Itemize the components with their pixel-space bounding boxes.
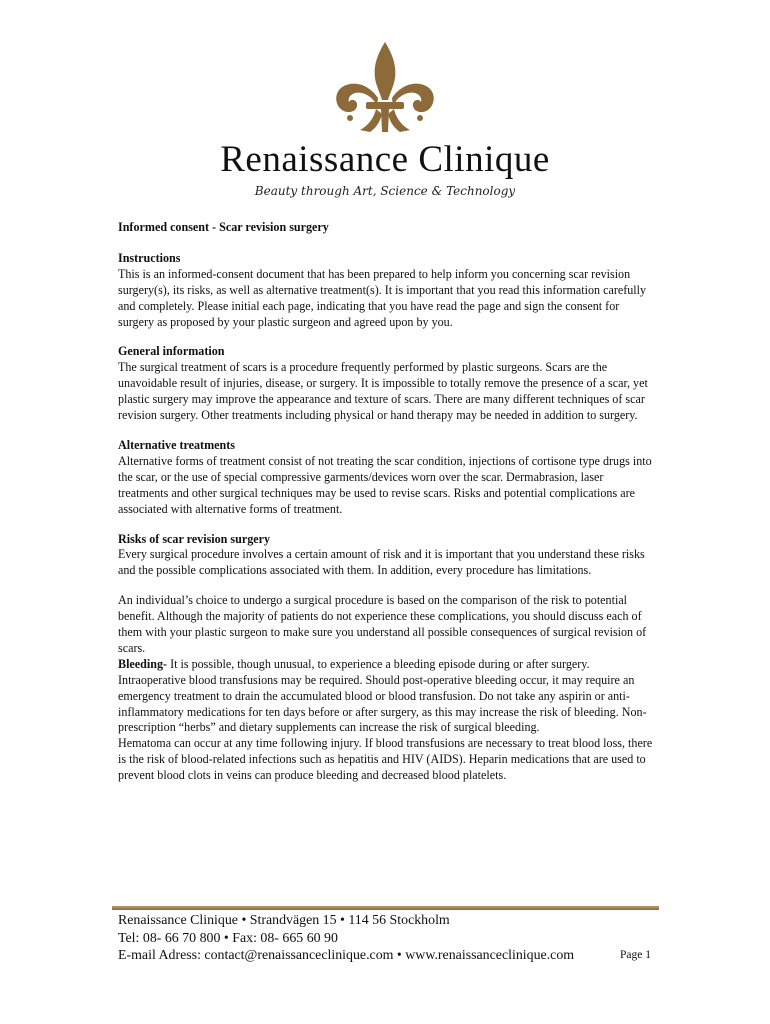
section-risks [118, 532, 656, 580]
section-instructions [118, 251, 656, 331]
footer-address: Renaissance Clinique • Strandvägen 15 • 114 56 Stockholm [118, 913, 450, 928]
section-general-information [118, 344, 656, 424]
section-heading: Risks of scar revision surgery [118, 531, 271, 546]
section-body: Alternative forms of treatment consist of not treating the scar condition, injections of cortisone type drugs into the scar, or the use of special compressive garments/devices worn over the scar. Dermabrasion, laser treatments and other surgical techniques may be used to revise scars. Risks and potential complications are associated with alternative forms of treatment. [118, 453, 652, 516]
paragraph-bleeding [118, 657, 656, 737]
section-heading: General information [118, 344, 225, 359]
section-body: Every surgical procedure involves a certain amount of risk and it is important that you understand these risks and the possible complications associated with them. In addition, every procedure has limitations. [118, 547, 645, 578]
section-heading: Alternative treatments [118, 437, 235, 452]
brand-name: Renaissance Clinique [220, 139, 550, 180]
footer-divider [112, 906, 659, 910]
footer [118, 912, 658, 965]
page-number: Page 1 [620, 949, 651, 961]
document-title: Informed consent - Scar revision surgery [118, 220, 329, 234]
section-alternative-treatments [118, 438, 656, 518]
paragraph-choice: An individual’s choice to undergo a surgical procedure is based on the comparison of the risk to potential benefit. Although the majority of patients do not experience these complications, you should discuss each of them with your plastic surgeon to make sure you understand all possible consequences of surgical revision of scars. [118, 593, 647, 655]
brand-tagline: Beauty through Art, Science & Technology [254, 184, 516, 198]
footer-phone: Tel: 08- 66 70 800 • Fax: 08- 665 60 90 [118, 930, 338, 946]
clinic-logo [0, 40, 770, 138]
footer-contact: E-mail Adress: contact@renaissanceclinique.com • www.renaissanceclinique.com [118, 948, 575, 963]
section-body: The surgical treatment of scars is a procedure frequently performed by plastic surgeons. Scars are the unavoidable result of injuries, disease, or surgery. It is impossible to totally remove the presence of a scar, yet plastic surgery may improve the appearance and texture of scars. There are many different techniques of scar revision surgery. Other treatments including physical or hand therapy may be needed in addition to surgery. [118, 360, 648, 423]
document-body [118, 220, 656, 784]
paragraph-hematoma: Hematoma can occur at any time following injury. If blood transfusions are necessary to treat blood loss, there is the risk of blood-related infections such as hepatitis and HIV (AIDS). Heparin medications that are used to prevent blood clots in veins can produce bleeding and decreased blood platelets. [118, 736, 653, 783]
bleeding-lead: Bleeding- [118, 656, 168, 671]
bleeding-body: It is possible, though unusual, to experience a bleeding episode during or after surgery. Intraoperative blood transfusions may be required. Should post-operative bleeding occur, it may require an emergency treatment to drain the accumulated blood or blood transfusion. Do not take any aspirin or anti-inflammatory medications for ten days before or after surgery, as this may increase the risk of bleeding. Non-prescription “herbs” and dietary supplements can increase the risk of surgical bleeding. [118, 656, 647, 735]
section-heading: Instructions [118, 250, 181, 265]
fleur-de-lis-icon [330, 40, 440, 138]
section-body: This is an informed-consent document that has been prepared to help inform you concerning scar revision surgery(s), its risks, as well as alternative treatment(s). It is important that you read this information carefully and completely. Please initial each page, indicating that you have read the page and sign the consent for surgery as proposed by your plastic surgeon and agreed upon by you. [118, 266, 647, 329]
